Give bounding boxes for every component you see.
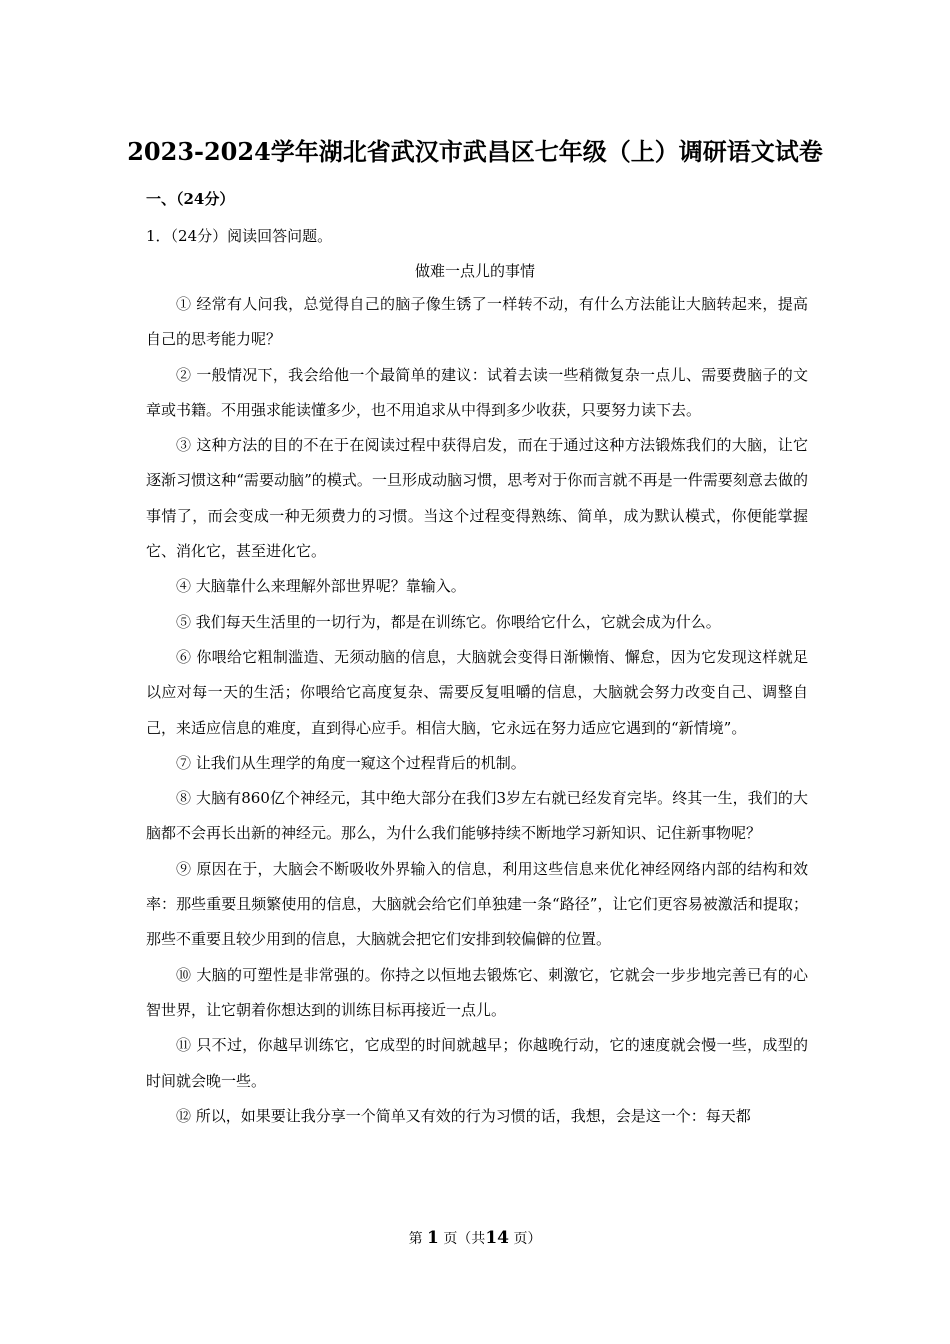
- paragraph: ⑤ 我们每天生活里的一切行为，都是在训练它。你喂给它什么，它就会成为什么。: [176, 612, 721, 631]
- paragraph: ⑫ 所以，如果要让我分享一个简单又有效的行为习惯的话，我想，会是这一个：每天都: [176, 1106, 751, 1125]
- paragraph: ④ 大脑靠什么来理解外部世界呢？靠输入。: [176, 577, 466, 596]
- footer-suffix: 页）: [513, 1231, 542, 1247]
- paragraph: ③ 这种方法的目的不在于在阅读过程中获得启发，而在于通过这种方法锻炼我们的大脑，让它逐渐习惯这种“需要动脑”的模式。一旦形成动脑习惯，思考对于你而言就不再是一件需要刻意去做的事情了，而会变成一种无须费力的习惯。当这个过程变得熟练、简单，成为默认模式，你便能掌握它、消化它，甚至进化它。: [146, 436, 808, 561]
- paragraph: ⑪ 只不过，你越早训练它，它成型的时间就越早；你越晚行动，它的速度就会慢一些，成型的时间就会晚一些。: [146, 1036, 808, 1090]
- paragraph: ② 一般情况下，我会给他一个最简单的建议：试着去读一些稍微复杂一点儿、需要费脑子的文章或书籍。不用强求能读懂多少，也不用追求从中得到多少收获，只要努力读下去。: [146, 365, 808, 419]
- current-page-number: 1: [427, 1228, 439, 1248]
- paragraph: ⑧ 大脑有860亿个神经元，其中绝大部分在我们3岁左右就已经发育完毕。终其一生，我们的大脑都不会再长出新的神经元。那么，为什么我们能够持续不断地学习新知识、记住新事物呢？: [146, 789, 808, 843]
- article-title: 做难一点儿的事情: [414, 262, 535, 280]
- paragraph: ⑨ 原因在于，大脑会不断吸收外界输入的信息，利用这些信息来优化神经网络内部的结构和效率：那些重要且频繁使用的信息，大脑就会给它们单独建一条“路径”，让它们更容易被激活和提取；那些不重要且较少用到的信息，大脑就会把它们安排到较偏僻的位置。: [146, 859, 808, 949]
- page-footer: [0, 1228, 950, 1248]
- article-body: [146, 287, 808, 1134]
- paragraph: ⑦ 让我们从生理学的角度一窥这个过程背后的机制。: [176, 753, 526, 772]
- section-heading: 一、（24分）: [146, 190, 235, 208]
- paragraph: ⑥ 你喂给它粗制滥造、无须动脑的信息，大脑就会变得日渐懒惰、懈怠，因为它发现这样就足以应对每一天的生活；你喂给它高度复杂、需要反复咀嚼的信息，大脑就会努力改变自己、调整自己，来适应信息的难度，直到得心应手。相信大脑，它永远在努力适应它遇到的“新情境”。: [146, 647, 808, 737]
- page-title: 2023-2024学年湖北省武汉市武昌区七年级（上）调研语文试卷: [127, 137, 823, 166]
- footer-prefix: 第: [408, 1231, 423, 1247]
- footer-middle: 页（共: [443, 1231, 486, 1247]
- question-prompt: 1．（24分）阅读回答问题。: [146, 227, 333, 245]
- paragraph: ⑩ 大脑的可塑性是非常强的。你持之以恒地去锻炼它、刺激它，它就会一步步地完善已有的心智世界，让它朝着你想达到的训练目标再接近一点儿。: [146, 965, 808, 1019]
- paragraph: ① 经常有人问我，总觉得自己的脑子像生锈了一样转不动，有什么方法能让大脑转起来，提高自己的思考能力呢？: [146, 295, 808, 349]
- total-pages-number: 14: [485, 1228, 509, 1248]
